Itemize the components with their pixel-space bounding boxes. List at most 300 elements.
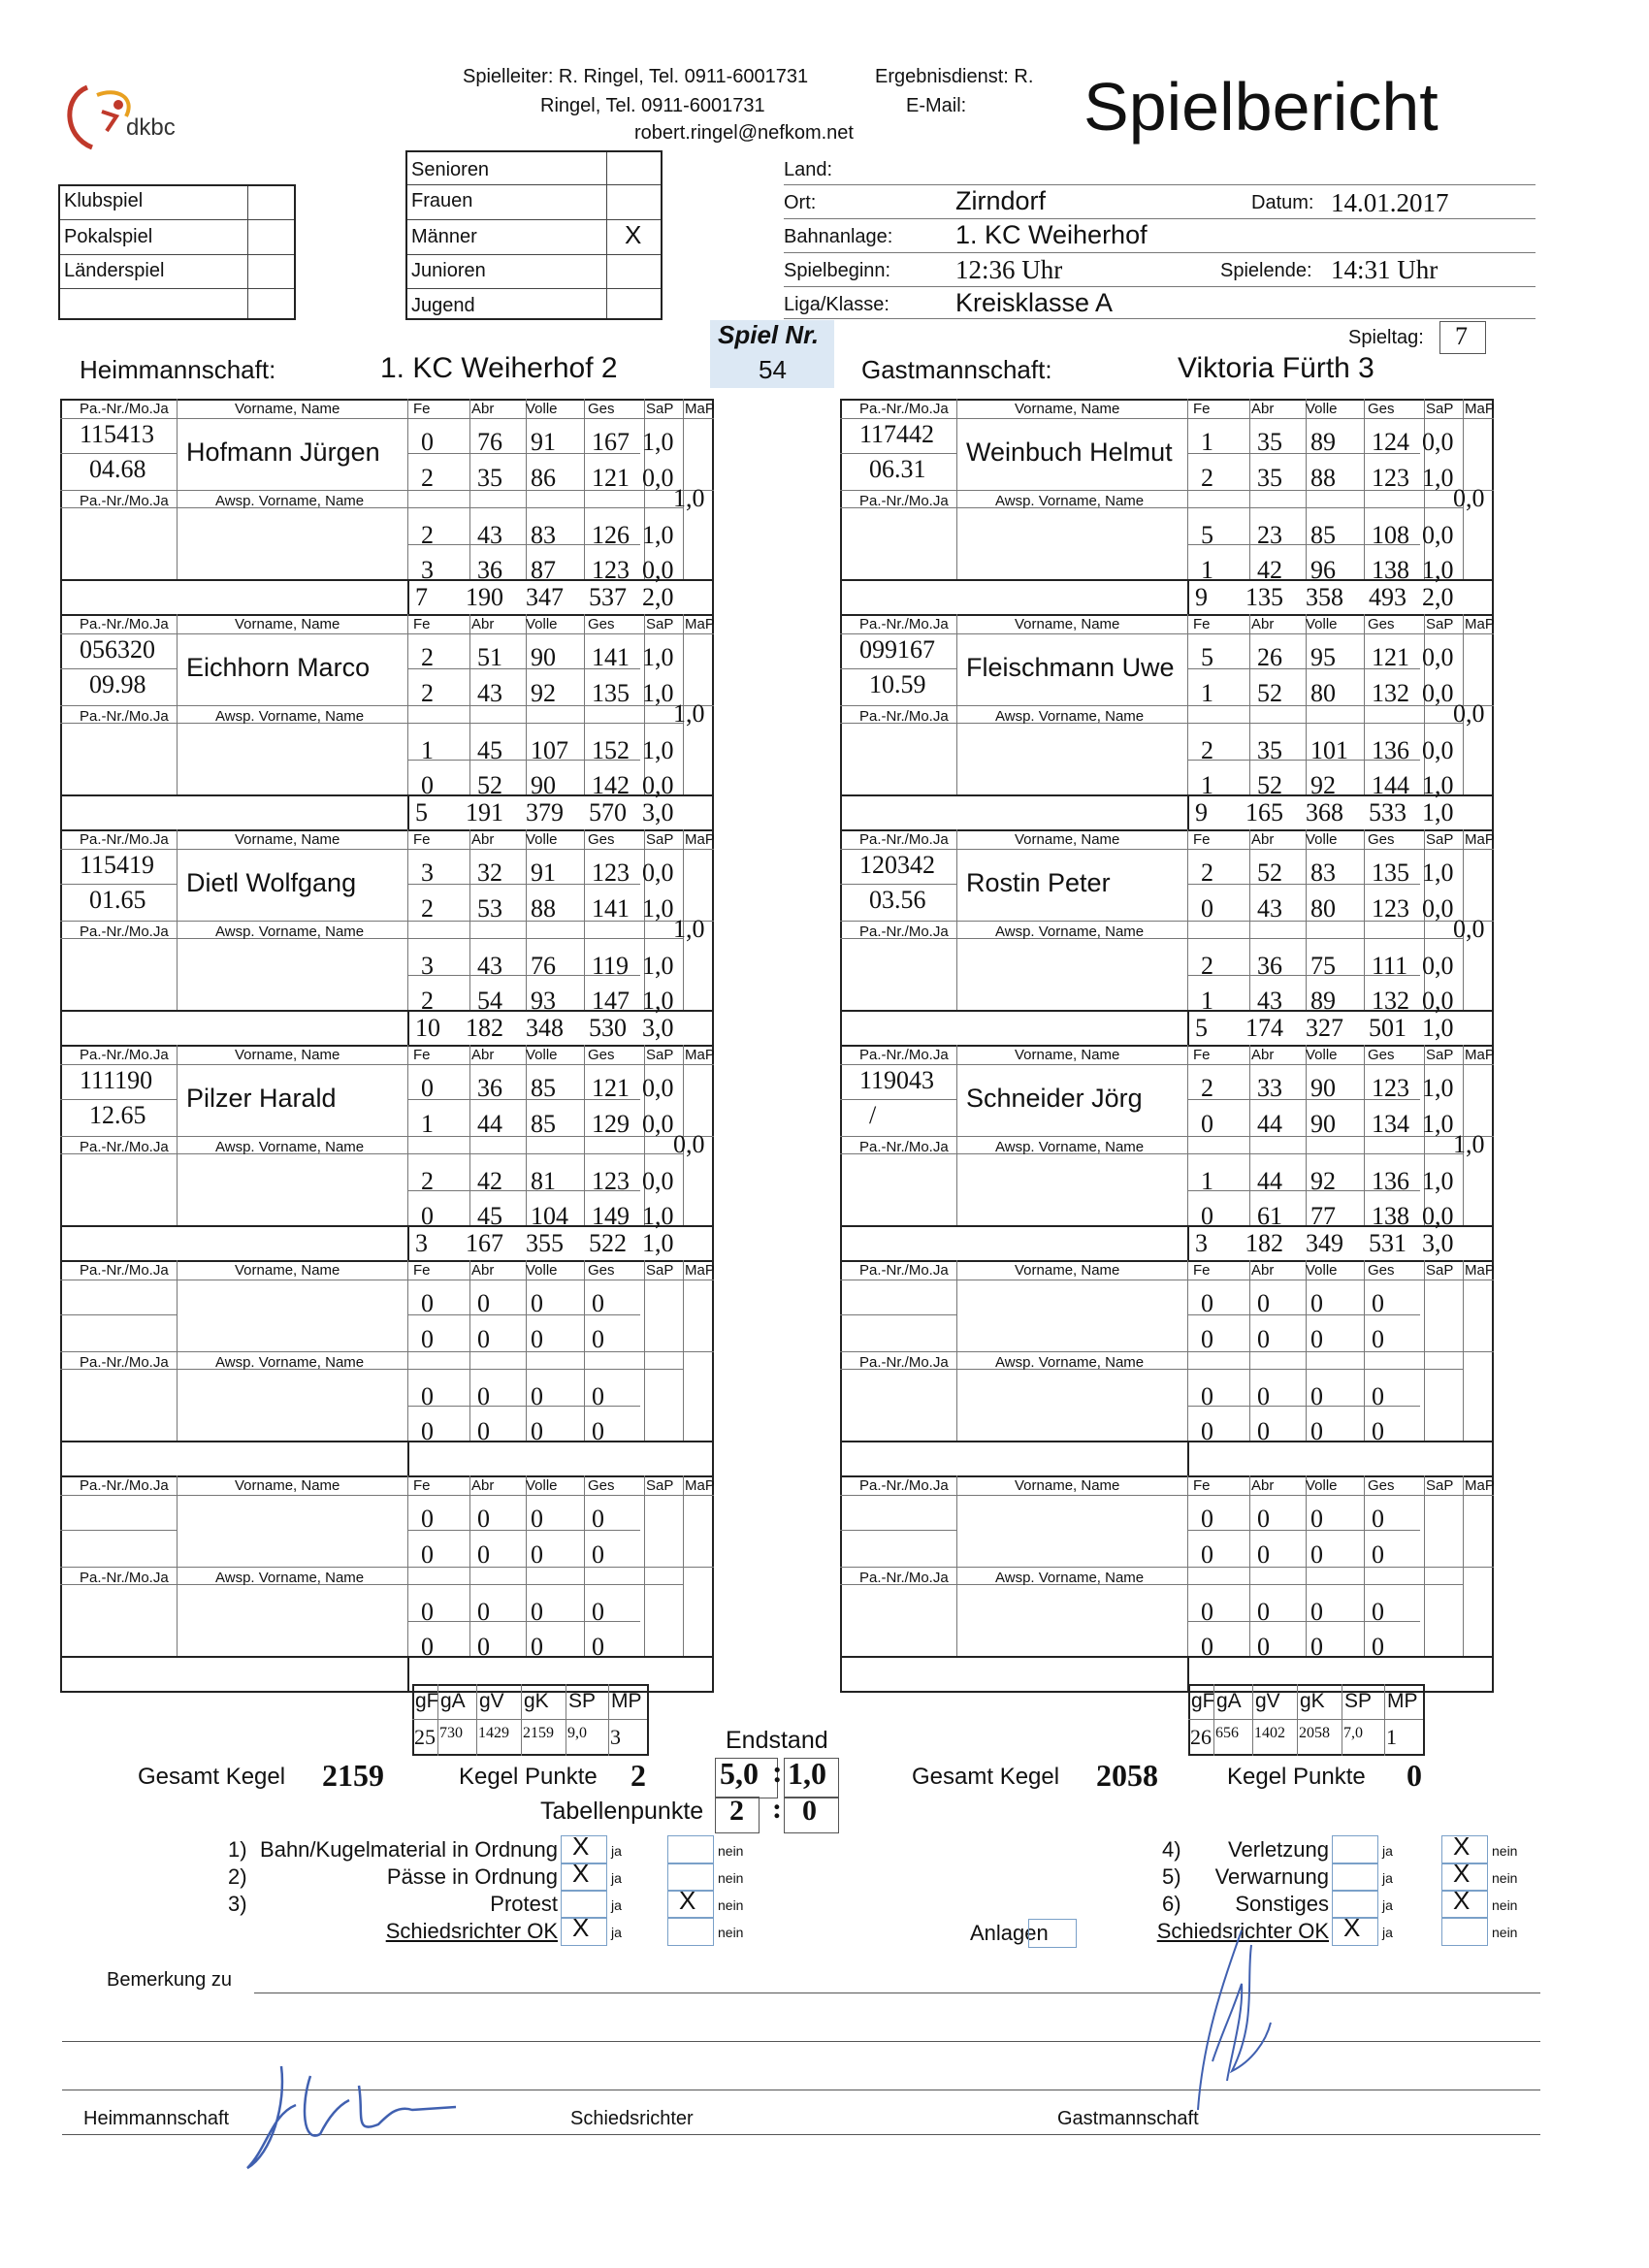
- check-number: 2): [228, 1864, 247, 1889]
- score-cell: 141: [592, 894, 630, 923]
- score-cell: 0: [477, 1598, 490, 1626]
- col-header-sap: SaP: [646, 616, 674, 632]
- score-cell: 0: [477, 1382, 490, 1410]
- score-cell: 0,0: [1422, 1202, 1454, 1230]
- score-cell: 89: [1310, 428, 1336, 456]
- col-header-name: Vorname, Name: [1015, 616, 1120, 632]
- score-cell: 1: [421, 1110, 434, 1138]
- score-cell: 96: [1310, 556, 1336, 584]
- summary-header: gA: [440, 1690, 466, 1712]
- total-cell: 533: [1369, 798, 1406, 826]
- score-cell: 147: [592, 987, 630, 1015]
- summary-header: SP: [1344, 1690, 1373, 1712]
- col-header-pa: Pa.-Nr./Mo.Ja: [80, 616, 169, 632]
- col-header-fe: Fe: [413, 831, 431, 848]
- ja-checkbox[interactable]: [1332, 1835, 1378, 1864]
- score-cell: 86: [531, 464, 556, 492]
- col-header-volle: Volle: [526, 401, 558, 417]
- score-cell: 0: [1310, 1417, 1323, 1445]
- kategorie-check: X: [625, 220, 642, 249]
- score-cell: 138: [1372, 1202, 1409, 1230]
- col-header-abr: Abr: [1251, 616, 1275, 632]
- col-header-name: Vorname, Name: [235, 1477, 340, 1494]
- score-cell: 0,0: [1422, 987, 1454, 1015]
- score-cell: 75: [1310, 952, 1336, 980]
- score-cell: 90: [531, 771, 556, 799]
- player-birth: 09.98: [89, 670, 146, 698]
- score-cell: 88: [531, 894, 556, 923]
- score-cell: 0: [421, 771, 434, 799]
- col-header-ges: Ges: [588, 1477, 615, 1494]
- col-header-pa: Pa.-Nr./Mo.Ja: [80, 831, 169, 848]
- col-header-name: Vorname, Name: [1015, 1047, 1120, 1063]
- total-cell: 537: [589, 583, 627, 611]
- score-cell: 2: [1201, 859, 1213, 887]
- player-pass-number: 115419: [80, 851, 155, 879]
- score-cell: 92: [1310, 771, 1336, 799]
- score-cell: 43: [477, 952, 502, 980]
- score-cell: 0,0: [1422, 952, 1454, 980]
- col-header-awsp: Awsp. Vorname, Name: [995, 1354, 1145, 1371]
- score-cell: 0: [592, 1417, 604, 1445]
- score-cell: 0: [1310, 1598, 1323, 1626]
- score-cell: 0,0: [1422, 736, 1454, 764]
- score-cell: 43: [477, 679, 502, 707]
- score-cell: 5: [1201, 643, 1213, 671]
- col-header-sap: SaP: [646, 1047, 674, 1063]
- spieltag-value: 7: [1455, 322, 1468, 350]
- score-cell: 135: [1372, 859, 1409, 887]
- score-cell: 2: [1201, 464, 1213, 492]
- summary-header: gK: [524, 1690, 549, 1712]
- summary-value: 1402: [1254, 1725, 1285, 1741]
- score-cell: 132: [1372, 987, 1409, 1015]
- check-number: 4): [1162, 1837, 1181, 1862]
- score-cell: 1,0: [1422, 859, 1454, 887]
- score-cell: 141: [592, 643, 630, 671]
- signature-home-label: Heimmannschaft: [83, 2108, 230, 2129]
- col-header-name: Vorname, Name: [1015, 1262, 1120, 1279]
- col-header-sap: SaP: [1426, 1262, 1454, 1279]
- score-cell: 0: [477, 1633, 490, 1661]
- col-header-ges: Ges: [588, 1047, 615, 1063]
- col-header-pa: Pa.-Nr./Mo.Ja: [859, 1477, 949, 1494]
- total-cell: 368: [1306, 798, 1343, 826]
- total-cell: 379: [526, 798, 564, 826]
- col-header-abr: Abr: [1251, 401, 1275, 417]
- score-cell: 121: [592, 1074, 630, 1102]
- col-header-ges: Ges: [1368, 1477, 1395, 1494]
- score-cell: 0: [1201, 1289, 1213, 1317]
- player-pass-number: 111190: [80, 1066, 153, 1094]
- home-signature-scribble: [242, 2047, 466, 2183]
- player-map: 1,0: [673, 484, 705, 512]
- check-number: 5): [1162, 1864, 1181, 1889]
- col-header-sap: SaP: [1426, 401, 1454, 417]
- score-cell: 121: [592, 464, 630, 492]
- score-cell: 101: [1310, 736, 1348, 764]
- col-header-awsp: Awsp. Vorname, Name: [995, 1139, 1145, 1155]
- score-cell: 61: [1257, 1202, 1282, 1230]
- score-cell: 1: [1201, 987, 1213, 1015]
- summary-value: 2058: [1299, 1725, 1330, 1741]
- score-cell: 0: [1257, 1382, 1270, 1410]
- col-header-fe: Fe: [413, 616, 431, 632]
- nein-label: nein: [1492, 1925, 1518, 1940]
- col-header-name: Vorname, Name: [1015, 1477, 1120, 1494]
- score-cell: 0: [1372, 1289, 1384, 1317]
- col-header-fe: Fe: [413, 1047, 431, 1063]
- score-cell: 136: [1372, 1167, 1409, 1195]
- score-cell: 36: [477, 1074, 502, 1102]
- total-cell: 3,0: [642, 1014, 674, 1042]
- score-cell: 33: [1257, 1074, 1282, 1102]
- score-cell: 89: [1310, 987, 1336, 1015]
- score-cell: 123: [592, 1167, 630, 1195]
- signature-guest-label: Gastmannschaft: [1057, 2108, 1199, 2129]
- score-cell: 1: [1201, 679, 1213, 707]
- summary-value: 26: [1190, 1725, 1212, 1749]
- score-cell: 0: [592, 1540, 604, 1569]
- spielnr-label: Spiel Nr.: [718, 320, 820, 349]
- col-header-fe: Fe: [1193, 1477, 1211, 1494]
- col-header-map: MaP: [685, 401, 715, 417]
- summary-header: MP: [1387, 1690, 1418, 1712]
- col-header-volle: Volle: [1306, 1262, 1338, 1279]
- check-label: Protest: [490, 1892, 558, 1916]
- col-header-awsp: Awsp. Vorname, Name: [995, 923, 1145, 940]
- score-cell: 95: [1310, 643, 1336, 671]
- check-label: Bahn/Kugelmaterial in Ordnung: [260, 1837, 558, 1862]
- col-header-fe: Fe: [1193, 1262, 1211, 1279]
- col-header-fe: Fe: [1193, 831, 1211, 848]
- score-cell: 3: [421, 859, 434, 887]
- col-header-map: MaP: [1465, 616, 1495, 632]
- ja-label: ja: [1382, 1897, 1393, 1913]
- ja-mark: X: [572, 1859, 590, 1888]
- score-cell: 76: [531, 952, 556, 980]
- player-pass-number: 119043: [859, 1066, 935, 1094]
- player-name: Pilzer Harald: [186, 1084, 337, 1113]
- kategorie-junioren: Junioren: [411, 260, 486, 281]
- home-team-name: 1. KC Weiherhof 2: [380, 352, 618, 384]
- player-map: 0,0: [1453, 699, 1485, 728]
- signature-referee-label: Schiedsrichter: [570, 2108, 694, 2129]
- score-cell: 85: [531, 1110, 556, 1138]
- score-cell: 0: [592, 1382, 604, 1410]
- kategorie-frauen: Frauen: [411, 190, 473, 211]
- score-cell: 52: [1257, 859, 1282, 887]
- check-number: 3): [228, 1892, 247, 1916]
- kategorie-maenner: Männer: [411, 226, 477, 247]
- score-cell: 0: [1257, 1540, 1270, 1569]
- col-header-map: MaP: [685, 616, 715, 632]
- summary-header: SP: [568, 1690, 597, 1712]
- score-cell: 44: [1257, 1167, 1282, 1195]
- col-header-pa: Pa.-Nr./Mo.Ja: [859, 1047, 949, 1063]
- col-header-name: Vorname, Name: [235, 616, 340, 632]
- col-header-fe: Fe: [1193, 401, 1211, 417]
- total-cell: 530: [589, 1014, 627, 1042]
- score-cell: 23: [1257, 521, 1282, 549]
- col-header-sap: SaP: [646, 1477, 674, 1494]
- col-header-map: MaP: [1465, 1262, 1495, 1279]
- guest-punkte-label: Kegel Punkte: [1227, 1764, 1366, 1790]
- ja-mark: X: [572, 1913, 590, 1942]
- score-cell: 1,0: [642, 428, 674, 456]
- col-header-volle: Volle: [526, 1047, 558, 1063]
- score-cell: 2: [421, 643, 434, 671]
- ja-mark: X: [1343, 1913, 1361, 1942]
- ja-label: ja: [1382, 1925, 1393, 1940]
- col-header-abr: Abr: [471, 1477, 495, 1494]
- score-cell: 1,0: [1422, 556, 1454, 584]
- col-header-pa: Pa.-Nr./Mo.Ja: [859, 1262, 949, 1279]
- check-label: Schiedsrichter OK: [385, 1919, 558, 1943]
- nein-checkbox[interactable]: [667, 1835, 714, 1864]
- score-cell: 123: [592, 859, 630, 887]
- nein-checkbox[interactable]: [667, 1917, 714, 1946]
- score-cell: 0: [1257, 1633, 1270, 1661]
- score-cell: 0: [1372, 1598, 1384, 1626]
- col-header-volle: Volle: [1306, 1047, 1338, 1063]
- player-pass-number: 115413: [80, 420, 155, 448]
- col-header-abr: Abr: [471, 616, 495, 632]
- total-cell: 570: [589, 798, 627, 826]
- check-label: Verwarnung: [1214, 1864, 1329, 1889]
- total-cell: 1,0: [1422, 1014, 1454, 1042]
- score-cell: 52: [1257, 771, 1282, 799]
- score-cell: 0: [1201, 1598, 1213, 1626]
- score-cell: 2: [421, 987, 434, 1015]
- score-cell: 1,0: [1422, 464, 1454, 492]
- col-header-volle: Volle: [1306, 831, 1338, 848]
- summary-value: 1429: [478, 1725, 509, 1741]
- spielart-klubspiel: Klubspiel: [64, 190, 144, 211]
- score-cell: 0: [531, 1633, 543, 1661]
- score-cell: 90: [1310, 1110, 1336, 1138]
- score-cell: 0: [1372, 1325, 1384, 1353]
- score-cell: 119: [592, 952, 630, 980]
- summary-value: 730: [439, 1725, 463, 1741]
- score-cell: 0,0: [642, 1074, 674, 1102]
- score-cell: 0: [1310, 1633, 1323, 1661]
- total-cell: 5: [415, 798, 428, 826]
- score-cell: 0: [1201, 1505, 1213, 1533]
- guest-team-label: Gastmannschaft:: [861, 355, 1052, 384]
- score-cell: 123: [1372, 464, 1409, 492]
- total-cell: 2,0: [1422, 583, 1454, 611]
- total-cell: 3,0: [1422, 1229, 1454, 1257]
- score-cell: 0: [421, 1417, 434, 1445]
- col-header-ges: Ges: [588, 401, 615, 417]
- score-cell: 0: [421, 428, 434, 456]
- score-cell: 0: [1257, 1417, 1270, 1445]
- score-cell: 54: [477, 987, 502, 1015]
- player-pass-number: 117442: [859, 420, 935, 448]
- contact-line1b: Ergebnisdienst: R.: [875, 66, 1034, 87]
- col-header-volle: Volle: [526, 1477, 558, 1494]
- score-cell: 0,0: [1422, 643, 1454, 671]
- score-cell: 1: [1201, 771, 1213, 799]
- score-cell: 0: [1372, 1382, 1384, 1410]
- score-cell: 0,0: [642, 771, 674, 799]
- score-cell: 91: [531, 859, 556, 887]
- col-header-sap: SaP: [1426, 1477, 1454, 1494]
- col-header-ges: Ges: [588, 831, 615, 848]
- score-cell: 3: [421, 556, 434, 584]
- col-header-pa: Pa.-Nr./Mo.Ja: [80, 708, 169, 725]
- kategorie-jugend: Jugend: [411, 295, 475, 316]
- nein-checkbox[interactable]: [1441, 1917, 1488, 1946]
- score-cell: 1,0: [642, 736, 674, 764]
- tabellen-guest: 0: [802, 1795, 817, 1827]
- nein-label: nein: [1492, 1870, 1518, 1886]
- summary-value: 9,0: [567, 1725, 587, 1741]
- score-cell: 0: [421, 1633, 434, 1661]
- col-header-awsp: Awsp. Vorname, Name: [215, 708, 365, 725]
- summary-header: gF: [1191, 1690, 1215, 1712]
- score-cell: 0: [421, 1540, 434, 1569]
- bahnanlage-label: Bahnanlage:: [784, 226, 893, 247]
- col-header-ges: Ges: [588, 1262, 615, 1279]
- col-header-ges: Ges: [1368, 1262, 1395, 1279]
- tabellen-colon: :: [772, 1793, 782, 1825]
- col-header-abr: Abr: [1251, 1477, 1275, 1494]
- score-cell: 85: [1310, 521, 1336, 549]
- total-cell: 10: [415, 1014, 440, 1042]
- score-cell: 52: [477, 771, 502, 799]
- score-cell: 80: [1310, 894, 1336, 923]
- player-map: 0,0: [1453, 484, 1485, 512]
- score-cell: 43: [477, 521, 502, 549]
- score-cell: 0,0: [1422, 894, 1454, 923]
- score-cell: 83: [531, 521, 556, 549]
- score-cell: 0: [421, 1598, 434, 1626]
- col-header-abr: Abr: [471, 1047, 495, 1063]
- total-cell: 1,0: [1422, 798, 1454, 826]
- col-header-map: MaP: [685, 1047, 715, 1063]
- score-cell: 77: [1310, 1202, 1336, 1230]
- summary-value: 2159: [523, 1725, 554, 1741]
- col-header-awsp: Awsp. Vorname, Name: [215, 493, 365, 509]
- player-birth: 04.68: [89, 455, 146, 483]
- score-cell: 88: [1310, 464, 1336, 492]
- col-header-volle: Volle: [526, 616, 558, 632]
- score-cell: 0: [421, 1382, 434, 1410]
- player-birth: 10.59: [869, 670, 926, 698]
- col-header-fe: Fe: [413, 1262, 431, 1279]
- col-header-map: MaP: [685, 831, 715, 848]
- score-cell: 0: [592, 1598, 604, 1626]
- player-name: Dietl Wolfgang: [186, 868, 357, 897]
- datum-label: Datum:: [1251, 192, 1314, 213]
- score-cell: 0: [477, 1505, 490, 1533]
- col-header-pa: Pa.-Nr./Mo.Ja: [859, 616, 949, 632]
- score-cell: 1: [1201, 556, 1213, 584]
- score-cell: 52: [1257, 679, 1282, 707]
- nein-mark: X: [1453, 1886, 1471, 1915]
- summary-value: 3: [610, 1725, 621, 1749]
- logo-text: dkbc: [126, 114, 176, 141]
- player-name: Weinbuch Helmut: [966, 437, 1173, 467]
- col-header-pa: Pa.-Nr./Mo.Ja: [859, 708, 949, 725]
- col-header-fe: Fe: [413, 1477, 431, 1494]
- col-header-pa: Pa.-Nr./Mo.Ja: [859, 1139, 949, 1155]
- ja-checkbox[interactable]: [1332, 1863, 1378, 1892]
- bahnanlage-value: 1. KC Weiherhof: [955, 220, 1148, 249]
- score-cell: 0: [592, 1505, 604, 1533]
- score-cell: 0: [421, 1202, 434, 1230]
- score-cell: 0,0: [1422, 679, 1454, 707]
- col-header-abr: Abr: [471, 401, 495, 417]
- col-header-abr: Abr: [1251, 831, 1275, 848]
- endstand-home: 5,0: [720, 1756, 759, 1791]
- ja-label: ja: [611, 1925, 622, 1940]
- score-cell: 0: [421, 1505, 434, 1533]
- check-number: 6): [1162, 1892, 1181, 1916]
- col-header-pa: Pa.-Nr./Mo.Ja: [80, 1047, 169, 1063]
- check-label: Pässe in Ordnung: [386, 1864, 558, 1889]
- player-map: 0,0: [1453, 915, 1485, 943]
- score-cell: 167: [592, 428, 630, 456]
- score-cell: 1,0: [1422, 1074, 1454, 1102]
- col-header-fe: Fe: [413, 401, 431, 417]
- col-header-pa: Pa.-Nr./Mo.Ja: [80, 493, 169, 509]
- score-cell: 0,0: [642, 464, 674, 492]
- score-cell: 0: [477, 1417, 490, 1445]
- score-cell: 0: [1372, 1505, 1384, 1533]
- score-cell: 2: [421, 679, 434, 707]
- score-cell: 0: [1201, 894, 1213, 923]
- player-birth: 12.65: [89, 1101, 146, 1129]
- score-cell: 2: [1201, 1074, 1213, 1102]
- score-cell: 0: [421, 1325, 434, 1353]
- score-cell: 0: [592, 1289, 604, 1317]
- score-cell: 124: [1372, 428, 1409, 456]
- nein-label: nein: [718, 1870, 744, 1886]
- score-cell: 35: [477, 464, 502, 492]
- score-cell: 0: [1310, 1325, 1323, 1353]
- ja-label: ja: [1382, 1870, 1393, 1886]
- score-cell: 36: [1257, 952, 1282, 980]
- score-cell: 0,0: [642, 556, 674, 584]
- nein-label: nein: [718, 1897, 744, 1913]
- col-header-volle: Volle: [526, 1262, 558, 1279]
- score-cell: 1,0: [642, 521, 674, 549]
- player-pass-number: 120342: [859, 851, 935, 879]
- col-header-name: Vorname, Name: [235, 1047, 340, 1063]
- total-cell: 9: [1195, 798, 1208, 826]
- col-header-name: Vorname, Name: [1015, 831, 1120, 848]
- col-header-pa: Pa.-Nr./Mo.Ja: [859, 1570, 949, 1586]
- player-birth: 06.31: [869, 455, 926, 483]
- col-header-map: MaP: [1465, 831, 1495, 848]
- score-cell: 0: [531, 1505, 543, 1533]
- summary-header: gK: [1300, 1690, 1325, 1712]
- score-cell: 0,0: [642, 1110, 674, 1138]
- col-header-name: Vorname, Name: [235, 831, 340, 848]
- score-cell: 0: [1372, 1417, 1384, 1445]
- check-label: Verletzung: [1228, 1837, 1329, 1862]
- kategorie-senioren: Senioren: [411, 159, 490, 180]
- total-cell: 531: [1369, 1229, 1406, 1257]
- anlagen-label: Anlagen: [970, 1921, 1049, 1945]
- nein-mark: X: [1453, 1831, 1471, 1861]
- score-cell: 1: [1201, 428, 1213, 456]
- score-cell: 43: [1257, 894, 1282, 923]
- score-cell: 0: [1372, 1540, 1384, 1569]
